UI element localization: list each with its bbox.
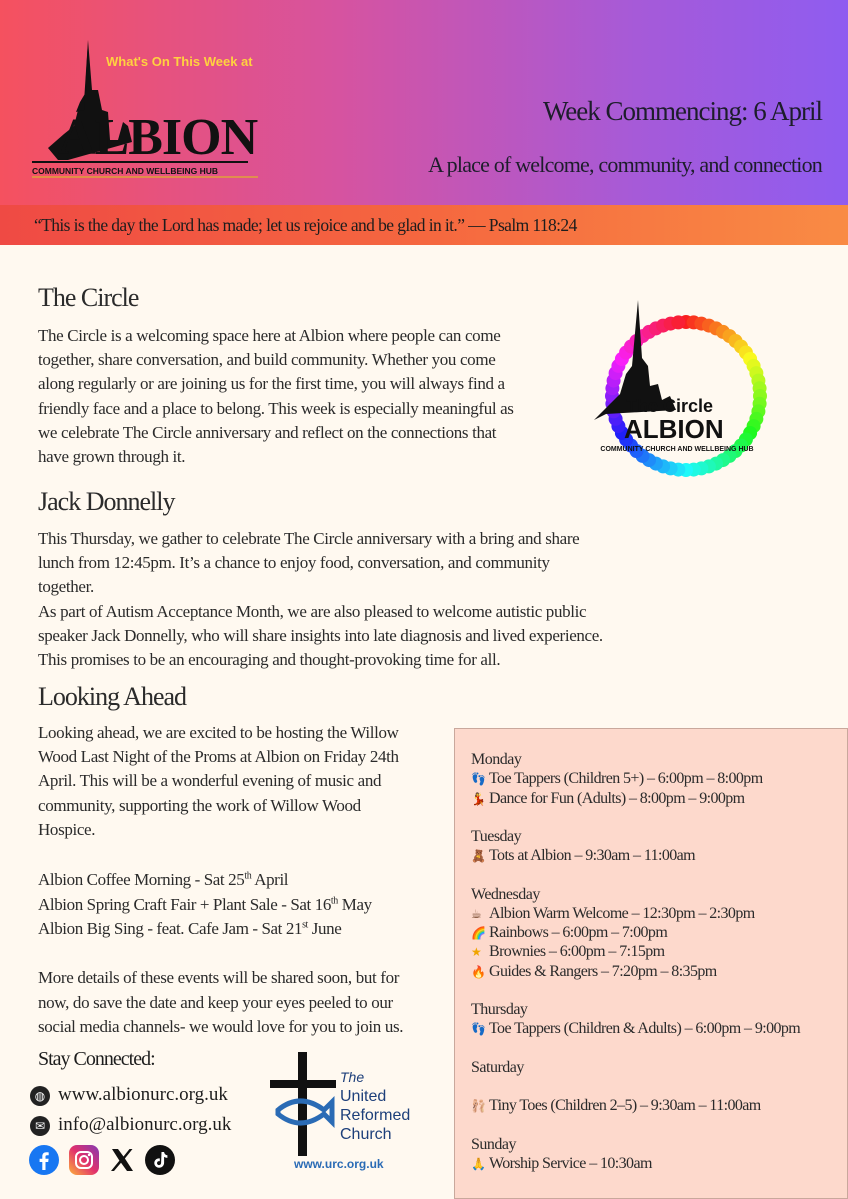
cross-fish-icon [264, 1052, 344, 1156]
ahead-line: Hospice. [38, 820, 96, 839]
day-monday: Monday [471, 751, 522, 768]
x-icon[interactable] [106, 1144, 138, 1176]
tagline: A place of welcome, community, and connection [428, 152, 822, 177]
coffee-icon: ☕ [471, 907, 482, 921]
dancer-icon: 💃 [471, 792, 486, 806]
albion-logo [28, 30, 268, 180]
urc-name [340, 1068, 410, 1144]
upcoming-event: Albion Spring Craft Fair + Plant Sale - Sat 16th May [38, 895, 372, 914]
email-link[interactable]: ✉ info@albionurc.org.uk [30, 1114, 231, 1136]
jack-line: This promises to be an encouraging and thought-provoking time for all. [38, 650, 501, 669]
ahead-closing-line: More details of these events will be shared soon, but for [38, 968, 400, 987]
day-thursday: Thursday [471, 1001, 528, 1018]
jack-line: together. [38, 577, 94, 596]
weekly-schedule [454, 728, 848, 1199]
urc-website: www.urc.org.uk [294, 1157, 384, 1171]
urc-logo [264, 1052, 424, 1177]
schedule-item: 🌈 Rainbows – 6:00pm – 7:00pm [471, 924, 668, 941]
circle-logo [586, 296, 768, 496]
scripture-quote: “This is the day the Lord has made; let us rejoice and be glad in it.” — Psalm 118:24 [34, 215, 577, 235]
schedule-item: 💃 Dance for Fun (Adults) – 8:00pm – 9:00pm [471, 790, 745, 807]
jack-line: This Thursday, we gather to celebrate The Circle anniversary with a bring and share [38, 529, 580, 548]
jack-line: speaker Jack Donnelly, who will share insights into late diagnosis and lived experience. [38, 626, 603, 645]
ahead-line: Wood Last Night of the Proms at Albion on Friday 24th [38, 747, 399, 766]
circle-logo-albion: ALBION [624, 414, 724, 444]
jack-line: lunch from 12:45pm. It’s a chance to enjoy food, conversation, and community [38, 553, 550, 572]
ahead-title: Looking Ahead [38, 682, 187, 711]
week-commencing: Week Commencing: 6 April [542, 96, 822, 126]
day-wednesday: Wednesday [471, 886, 540, 903]
circle-line: The Circle is a welcoming space here at Albion where people can come [38, 326, 501, 345]
ahead-closing-line: now, do save the date and keep your eyes peeled to our [38, 993, 393, 1012]
tiktok-icon[interactable] [144, 1144, 176, 1176]
urc-line: Church [340, 1126, 392, 1143]
stay-connected-title: Stay Connected: [38, 1048, 155, 1070]
urc-the: The [340, 1069, 365, 1085]
schedule-item: 👣 Toe Tappers (Children 5+) – 6:00pm – 8:00pm [471, 770, 763, 787]
praying-hands-icon: 🙏 [471, 1157, 486, 1171]
ahead-line: April. This will be a wonderful evening of music and [38, 771, 382, 790]
day-tuesday: Tuesday [471, 828, 522, 845]
header-banner [0, 0, 848, 205]
circle-line: have grown through it. [38, 447, 186, 466]
ahead-closing-line: social media channels- we would love for you to join us. [38, 1017, 404, 1036]
website-link[interactable]: ◍ www.albionurc.org.uk [30, 1084, 228, 1106]
rainbow-icon: 🌈 [471, 926, 486, 940]
star-icon: ★ [471, 945, 482, 959]
whats-on-label: What's On This Week at [106, 54, 253, 69]
globe-icon: ◍ [30, 1086, 50, 1106]
circle-logo-subtitle: COMMUNITY CHURCH AND WELLBEING HUB [600, 446, 754, 453]
circle-line: friendly face and a place to belong. This week is especially meaningful as [38, 399, 514, 418]
albion-subtitle: COMMUNITY CHURCH AND WELLBEING HUB [32, 166, 219, 176]
schedule-item: 🧸 Tots at Albion – 9:30am – 11:00am [471, 847, 696, 864]
ballet-shoes-icon: 🩰 [471, 1099, 486, 1113]
schedule-item: ☕ Albion Warm Welcome – 12:30pm – 2:30pm [471, 905, 755, 922]
footprints-icon: 👣 [471, 1022, 486, 1036]
ahead-line: community, supporting the work of Willow Wood [38, 796, 361, 815]
schedule-item: 🔥 Guides & Rangers – 7:20pm – 8:35pm [471, 963, 717, 980]
quote-band [0, 205, 848, 245]
jack-title: Jack Donnelly [38, 487, 175, 516]
circle-line: we celebrate The Circle anniversary and reflect on the connections that [38, 423, 497, 442]
schedule-item: ★ Brownies – 6:00pm – 7:15pm [471, 943, 665, 960]
circle-title: The Circle [38, 283, 139, 312]
mail-icon: ✉ [30, 1116, 50, 1136]
circle-line: along regularly or are joining us for the first time, you will always find a [38, 374, 505, 393]
jack-line: As part of Autism Acceptance Month, we are also pleased to welcome autistic public [38, 602, 587, 621]
day-sunday: Sunday [471, 1136, 516, 1153]
circle-line: together, share conversation, and build community. Whether you come [38, 350, 496, 369]
urc-line: Reformed [340, 1107, 411, 1124]
fire-icon: 🔥 [471, 965, 486, 979]
schedule-item: 🙏 Worship Service – 10:30am [471, 1155, 652, 1172]
day-saturday: Saturday [471, 1059, 524, 1076]
albion-wordmark: ALBION [58, 109, 258, 166]
circle-logo-title: The Circle [626, 396, 714, 416]
upcoming-event: Albion Big Sing - feat. Cafe Jam - Sat 21st June [38, 919, 342, 938]
teddy-bear-icon: 🧸 [471, 849, 486, 863]
facebook-icon[interactable] [28, 1144, 60, 1176]
ring-dot [671, 315, 685, 329]
schedule-item: 🩰 Tiny Toes (Children 2–5) – 9:30am – 11:00am [471, 1097, 761, 1114]
ahead-line: Looking ahead, we are excited to be hosting the Willow [38, 723, 399, 742]
footprints-icon: 👣 [471, 772, 486, 786]
schedule-item: 👣 Toe Tappers (Children & Adults) – 6:00pm – 9:00pm [471, 1020, 801, 1037]
instagram-icon[interactable] [68, 1144, 100, 1176]
upcoming-event: Albion Coffee Morning - Sat 25th April [38, 870, 289, 889]
urc-line: United [340, 1088, 387, 1105]
